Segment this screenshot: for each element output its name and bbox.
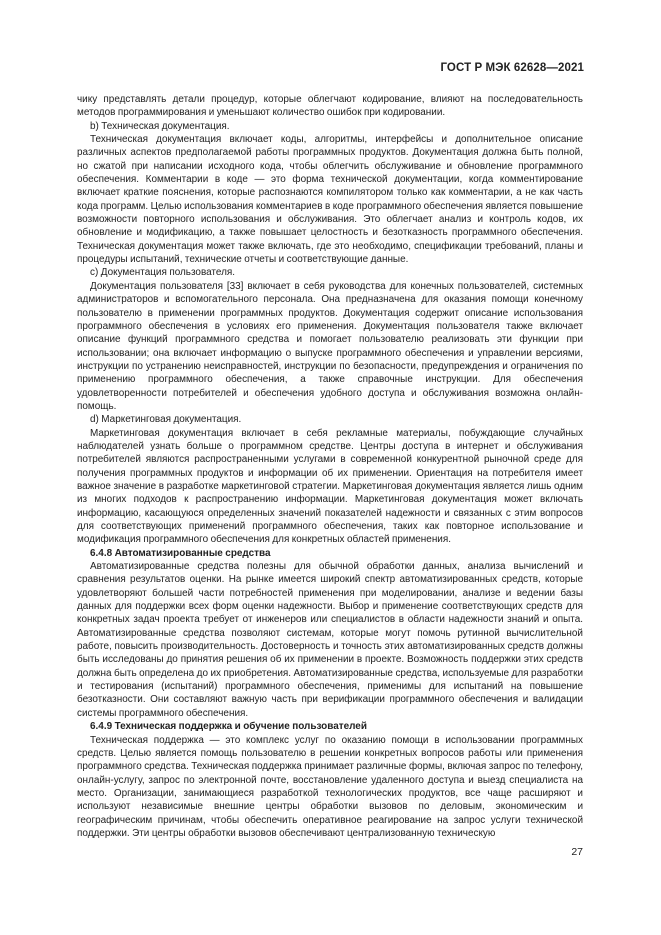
- page-number: 27: [571, 846, 583, 858]
- paragraph: Документация пользователя [33] включает в себя руководства для конечных пользователей, системных администраторов и вспомогательного персонала. Она предназначена для оказания помощи конечному пользователю в применении программных продуктов. Документация содержит описание использования программного обеспечения в условиях его применения. Документация пользователя также включает описание функций программного средства и помогает пользователю реализовать эти функции при использовании; она включает информацию о выпуске программного обеспечения и управлении версиями, инструкции по устранению неисправностей, инструкции по безопасности, предупреждения и ограничения по применению программного обеспечения, а также справочные инструкции. Для обеспечения удовлетворенности потребителей и обеспечения удобного доступа и обслуживания возможна онлайн-помощь.: [77, 280, 583, 412]
- section-heading: 6.4.8 Автоматизированные средства: [90, 547, 271, 559]
- paragraph: Техническая документация включает коды, алгоритмы, интерфейсы и дополнительное описание различных аспектов предполагаемой работы программных продуктов. Документация должна быть полной, но сжатой при написании исходного кода, чтобы облегчить обслуживание и обновление программного обеспечения. Комментарии в коде — это форма технической документации, когда комментирование включает краткие пояснения, которые распознаются компилятором только как комментарии, а не как часть кода программ. Целью использования комментариев в коде программного обеспечения является повышение возможности повторного использования и обслуживания. Это облегчает анализ и контроль кодов, их обновление и модификацию, а также повышает целостность и безотказность программного обеспечения. Техническая документация может также включать, где это необходимо, спецификации требований, планы и процедуры испытаний, технические отчеты и соответствующие данные.: [77, 134, 583, 266]
- paragraph: Техническая поддержка — это комплекс услуг по оказанию помощи в использовании программных средств. Целью является помощь пользователю в решении конкретных вопросов работы или применения программного средства. Техническая поддержка принимает различные формы, включая запрос по телефону, онлайн-услугу, запрос по электронной почте, восстановление удаленного доступа и выезд специалиста на место. Организации, занимающиеся разработкой технологических продуктов, все чаще расширяют и используют независимые внешние центры обработки вызовов по деловым, экономическим и географическим причинам, чтобы обеспечить оперативное реагирование на запрос услуги технической поддержки. Эти центры обработки вызовов обеспечивают централизованную техническую: [77, 734, 583, 839]
- standard-header: ГОСТ Р МЭК 62628—2021: [440, 62, 584, 74]
- list-item-heading: c) Документация пользователя.: [90, 267, 236, 279]
- paragraph: чику представлять детали процедур, которые облегчают кодирование, влияют на последовательность методов программирования и уменьшают количество ошибок при кодировании.: [77, 94, 583, 119]
- list-item-heading: d) Маркетинговая документация.: [90, 414, 242, 426]
- paragraph: Маркетинговая документация включает в себя рекламные материалы, побуждающие случайных наблюдателей узнать больше о программном средстве. Центры доступа в интернет и обслуживания потребителей являются распространенными услугами в современной конкурентной рыночной среде для получения программных продуктов и информации об их применении. Ориентация на потребителя имеет важное значение в разработке маркетинговой стратегии. Маркетинговая документация является лишь одним из многих подходов к распространению информации. Маркетинговая документация может включать информацию, касающуюся определенных значений показателей надежности и связанных с этим вопросов для соответствующих применений программного обеспечения, таких как повторное использование и модификация программного обеспечения для конкретных областей применения.: [77, 427, 583, 546]
- list-item-heading: b) Техническая документация.: [90, 120, 230, 132]
- section-heading: 6.4.9 Техническая поддержка и обучение пользователей: [90, 721, 367, 733]
- paragraph: Автоматизированные средства полезны для обычной обработки данных, анализа вычислений и сравнения результатов оценки. На рынке имеется широкий спектр автоматизированных средств, которые удовлетворяют большей части потребностей применения при моделировании, анализе и ведении базы данных для поддержки всех форм оценки надежности. Выбор и применение соответствующих средств для конкретных задач проекта требует от инженеров или специалистов в области надежности знаний и опыта. Автоматизированные средства позволяют системам, которые могут помочь рутинной вычислительной работе, повысить производительность. Достоверность и точность этих автоматизированных средств должны быть исследованы до принятия решения об их применении в проекте. Возможность поддержки этих средств должна быть определена до их приобретения. Автоматизированные средства, используемые для разработки и тестирования (испытаний) программного обеспечения, применимы для испытаний на повышение безотказности. Они составляют важную часть при верификации программного обеспечения и валидации системы программного обеспечения.: [77, 561, 583, 719]
- page-body: [77, 93, 583, 840]
